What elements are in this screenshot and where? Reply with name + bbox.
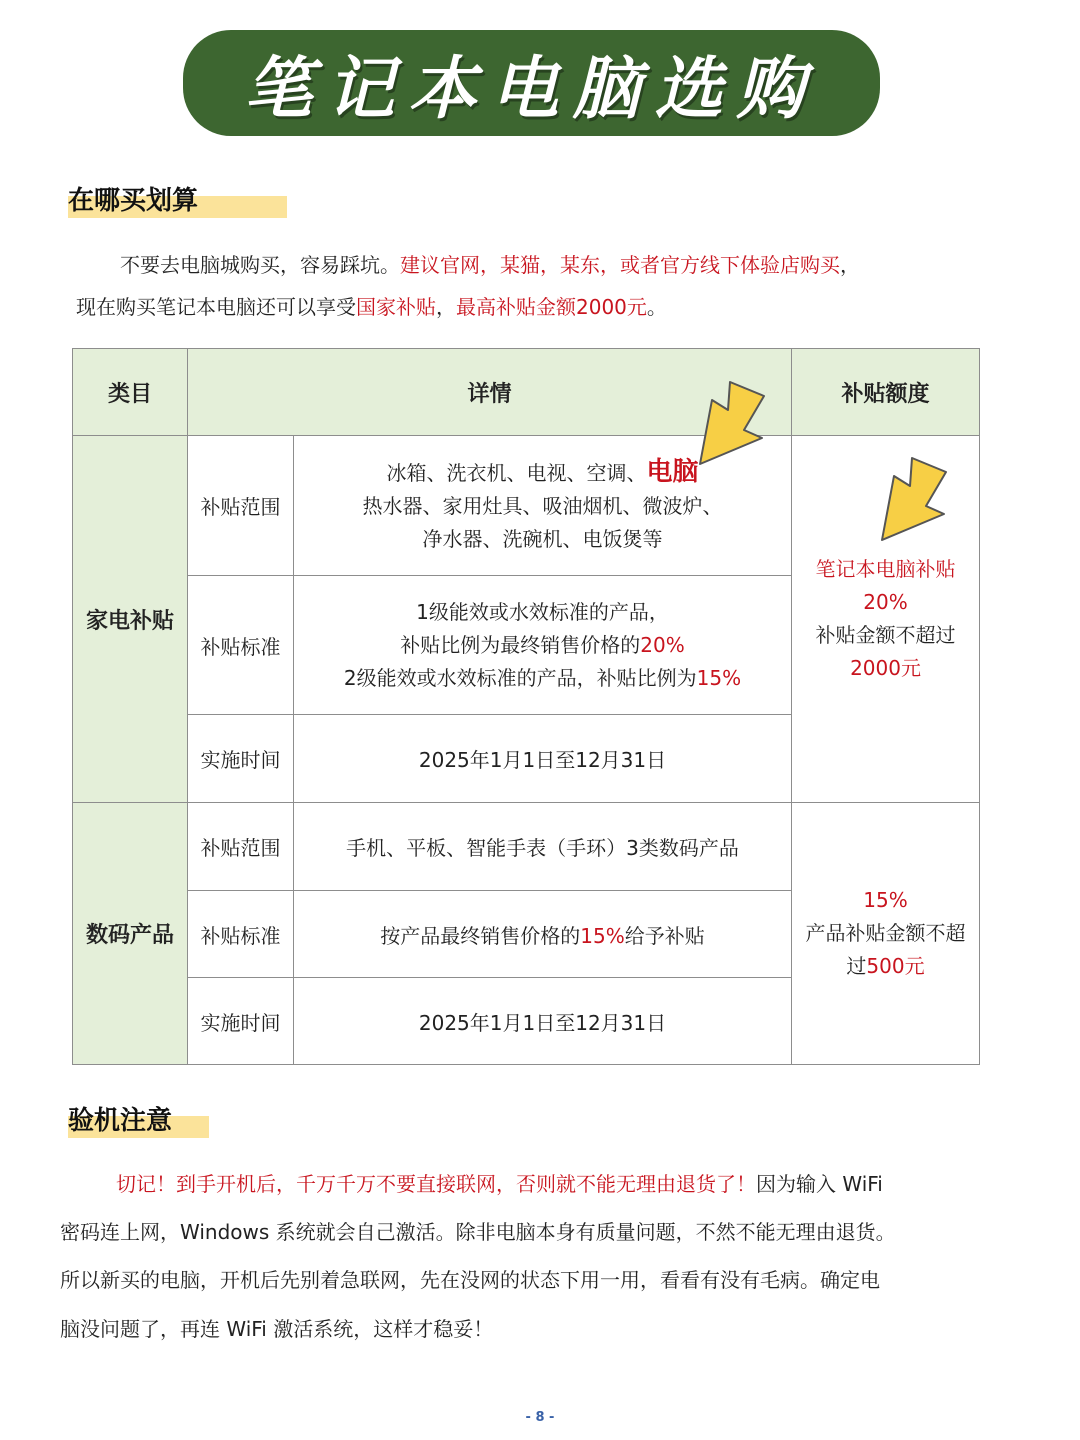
row-label: 实施时间 [188,715,294,803]
category-home-appliance: 家电补贴 [73,436,188,803]
page-title: 笔记本电脑选购 [244,49,819,129]
heading-text: 在哪买划算 [68,186,199,216]
category-digital: 数码产品 [73,803,188,1065]
row-label: 实施时间 [188,978,294,1065]
title-banner [183,30,880,136]
home-time-detail: 2025年1月1日至12月31日 [294,715,792,803]
page-number: - 8 - [525,1410,555,1425]
home-scope-detail: 冰箱、洗衣机、电视、空调、电脑 热水器、家用灶具、吸油烟机、微波炉、 净水器、洗碗机、电饭煲等 [294,436,792,576]
row-label: 补贴标准 [188,576,294,715]
digital-quota: 15% 产品补贴金额不超 过500元 [792,803,980,1065]
row-label: 补贴标准 [188,891,294,978]
header-details: 详情 [188,349,792,436]
heading-text: 验机注意 [68,1106,173,1136]
table-row [73,436,980,576]
header-category: 类目 [73,349,188,436]
table-row [73,803,980,891]
inspection-line-2: 密码连上网，Windows 系统就会自己激活。除非电脑本身有质量问题，不然不能无理由退货。 [60,1220,896,1244]
row-label: 补贴范围 [188,803,294,891]
where-to-buy-line-1: 不要去电脑城购买，容易踩坑。建议官网，某猫，某东，或者官方线下体验店购买， [120,253,860,277]
arrow-down-left-icon [690,376,774,470]
home-standard-detail: 1级能效或水效标准的产品， 补贴比例为最终销售价格的20% 2级能效或水效标准的产品，补贴比例为15% [294,576,792,715]
home-quota: 笔记本电脑补贴 20% 补贴金额不超过 2000元 [792,436,980,803]
arrow-down-left-icon [872,452,956,546]
digital-standard-detail: 按产品最终销售价格的15%给予补贴 [294,891,792,978]
inspection-line-3: 所以新买的电脑，开机后先别着急联网，先在没网的状态下用一用，看看有没有毛病。确定电 [60,1268,880,1292]
digital-time-detail: 2025年1月1日至12月31日 [294,978,792,1065]
section-heading-where-to-buy [68,180,198,214]
inspection-line-4: 脑没问题了，再连 WiFi 激活系统，这样才稳妥！ [60,1317,494,1341]
inspection-line-1: 切记！到手开机后，千万千万不要直接联网，否则就不能无理由退货了！因为输入 WiFi [116,1172,883,1196]
table-header-row [73,349,980,436]
section-heading-inspection [68,1100,172,1134]
digital-scope-detail: 手机、平板、智能手表（手环）3类数码产品 [294,803,792,891]
subsidy-table [72,348,980,1065]
where-to-buy-line-2: 现在购买笔记本电脑还可以享受国家补贴，最高补贴金额2000元。 [76,295,667,319]
header-quota: 补贴额度 [792,349,980,436]
row-label: 补贴范围 [188,436,294,576]
